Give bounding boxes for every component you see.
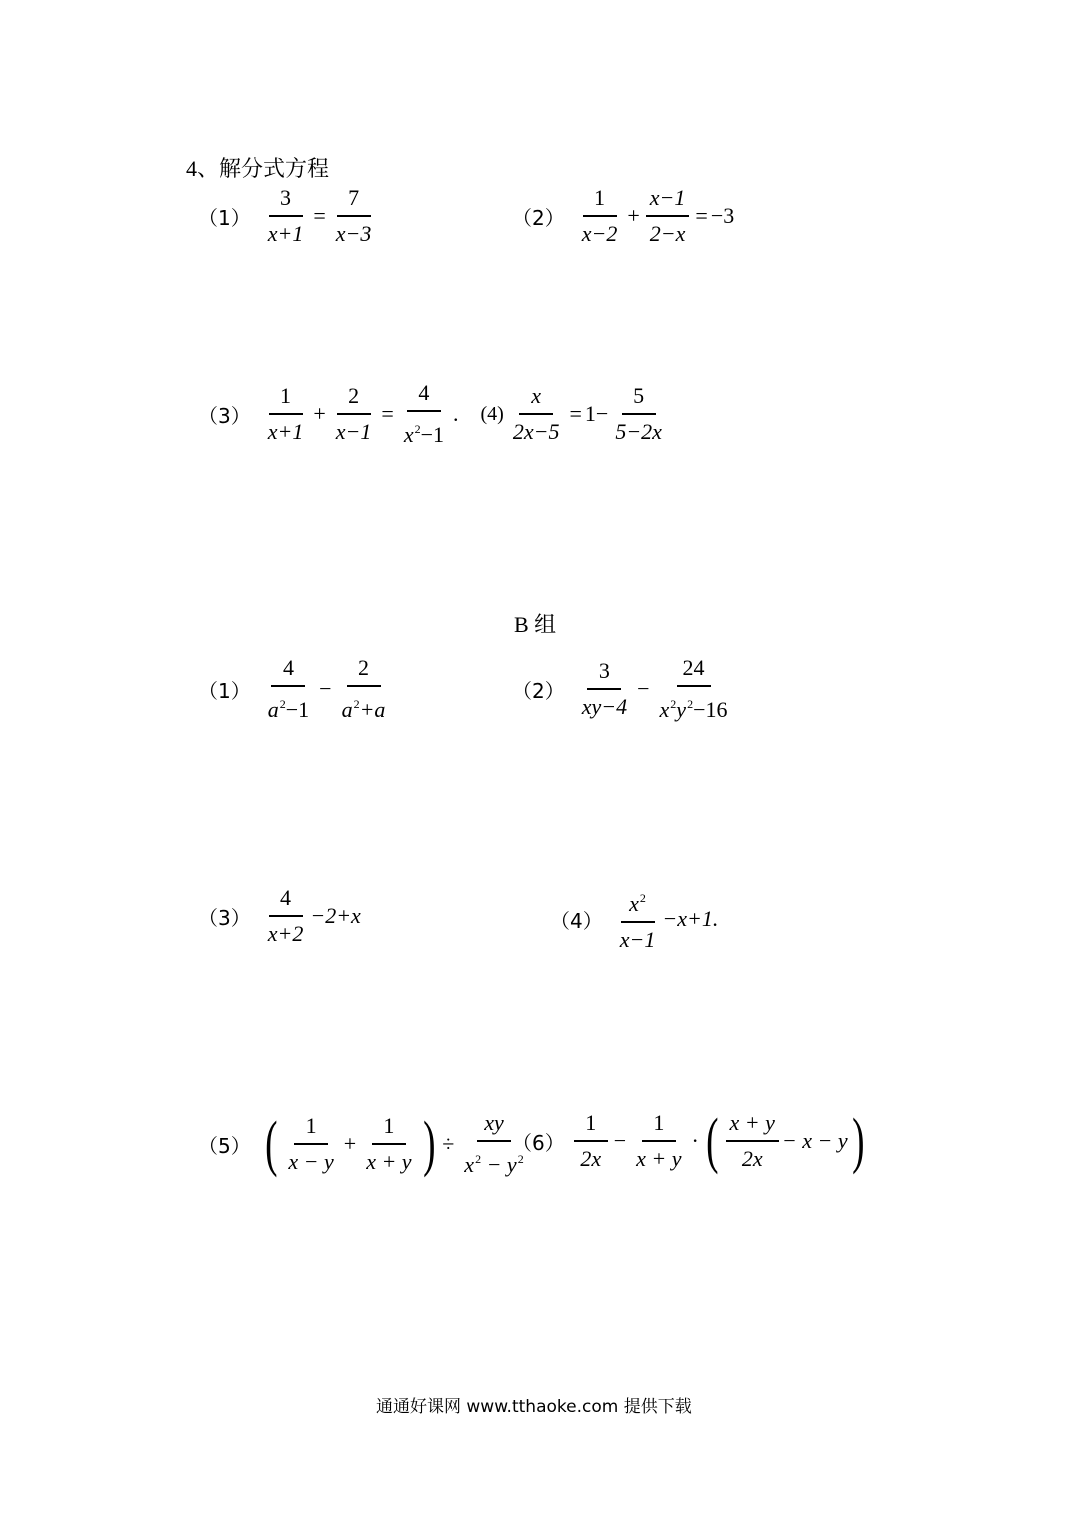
denominator — [284, 1145, 337, 1177]
problem-b1 — [198, 653, 392, 725]
numerator: 2 — [347, 653, 381, 687]
denominator-text: 2x — [741, 1146, 763, 1171]
denominator — [264, 217, 308, 249]
fraction — [509, 381, 564, 447]
problem-label: （4） — [550, 908, 603, 933]
fraction — [646, 183, 690, 249]
problem-b5 — [198, 1108, 531, 1180]
operator: + — [313, 401, 326, 426]
denominator-text: x+1 — [267, 221, 304, 246]
numerator-text: xy — [484, 1110, 504, 1135]
denominator-var: a — [341, 697, 353, 722]
problem-label: （2） — [512, 205, 565, 230]
fraction — [400, 378, 448, 450]
end-period: . — [453, 401, 459, 426]
denominator — [616, 923, 660, 955]
left-parenthesis: ( — [705, 1107, 719, 1175]
denominator-text: x−1 — [335, 419, 372, 444]
operator: = — [313, 203, 326, 228]
numerator: 1 — [642, 1108, 676, 1142]
fraction — [338, 653, 390, 725]
operator: · — [691, 1128, 699, 1153]
operator: − — [637, 676, 650, 701]
problem-label: （6） — [512, 1130, 565, 1155]
tail-text: −x+1. — [662, 906, 719, 931]
denominator-var: y — [676, 697, 687, 722]
fraction — [656, 653, 732, 725]
numerator-text: x — [531, 383, 542, 408]
denominator-text: xy−4 — [581, 694, 628, 719]
denominator-text: x−1 — [619, 927, 656, 952]
numerator-text: x−1 — [649, 185, 686, 210]
problem-label: （2） — [512, 678, 565, 703]
exponent: 2 — [687, 697, 694, 711]
right-parenthesis: ) — [851, 1107, 865, 1175]
fraction — [332, 183, 376, 249]
operator: − — [613, 1128, 627, 1153]
tail-term — [662, 906, 718, 932]
tail-term — [310, 903, 360, 929]
problem-label: （3） — [198, 905, 251, 930]
numerator: 1 — [583, 183, 617, 217]
denominator-text: x+1 — [267, 419, 304, 444]
denominator-text: 2x−5 — [512, 419, 560, 444]
numerator: 3 — [587, 656, 621, 690]
operator: + — [627, 203, 640, 228]
denominator-var: x — [403, 422, 414, 447]
right-parenthesis: ) — [422, 1110, 436, 1178]
left-parenthesis: ( — [264, 1110, 278, 1178]
denominator-text: 2−x — [649, 221, 686, 246]
problem-b6 — [512, 1108, 868, 1174]
exponent: 2 — [279, 697, 286, 711]
problem-b2 — [512, 653, 734, 725]
denominator-text: x−3 — [335, 221, 372, 246]
denominator — [576, 1142, 605, 1174]
problem-label: （1） — [198, 205, 251, 230]
numerator — [646, 183, 690, 217]
denominator-tail: −1 — [420, 422, 445, 447]
problem-label: (4) — [480, 402, 504, 425]
denominator — [332, 415, 376, 447]
denominator — [400, 412, 448, 450]
exponent: 2 — [475, 1152, 482, 1166]
numerator: 3 — [269, 183, 303, 217]
denominator-text: x+2 — [267, 921, 304, 946]
fraction — [264, 183, 308, 249]
denominator — [738, 1142, 767, 1174]
denominator-text: x − y — [288, 1149, 334, 1174]
fraction — [264, 381, 308, 447]
denominator-var: x — [464, 1152, 475, 1177]
numerator: 7 — [337, 183, 371, 217]
denominator-tail: −1 — [285, 697, 310, 722]
exponent: 2 — [414, 422, 421, 436]
numerator: 2 — [337, 381, 371, 415]
operator: = — [695, 203, 708, 228]
denominator — [611, 415, 666, 447]
numerator: 1 — [574, 1108, 608, 1142]
tail-text: −2+x — [310, 903, 361, 928]
problem-b4 — [550, 883, 718, 955]
numerator: 4 — [271, 653, 305, 687]
fraction — [632, 1108, 685, 1174]
problem-a1 — [198, 183, 378, 249]
numerator — [726, 1108, 779, 1142]
denominator-tail: +a — [359, 697, 386, 722]
denominator — [509, 415, 564, 447]
numerator — [519, 381, 553, 415]
denominator-text: 2x — [580, 1146, 602, 1171]
numerator: 1 — [372, 1111, 406, 1145]
denominator-text: x + y — [366, 1149, 412, 1174]
fraction — [611, 381, 666, 447]
numerator: 4 — [407, 378, 441, 412]
denominator — [338, 687, 390, 725]
denominator — [264, 917, 308, 949]
denominator — [264, 415, 308, 447]
problem-a2 — [512, 183, 734, 249]
footer-text: 通通好课网 www.tthaoke.com 提供下载 — [376, 1397, 692, 1417]
operator: = — [381, 401, 394, 426]
exponent: 2 — [639, 891, 646, 905]
fraction — [284, 1111, 337, 1177]
numerator: 1 — [294, 1111, 328, 1145]
denominator-var: x — [659, 697, 670, 722]
denominator-var: a — [267, 697, 279, 722]
numerator: 24 — [677, 653, 711, 687]
denominator — [656, 687, 732, 725]
exponent: 2 — [670, 697, 677, 711]
operator: = — [569, 401, 582, 426]
denominator — [362, 1145, 415, 1177]
denominator — [646, 217, 690, 249]
tail-term — [782, 1128, 848, 1154]
denominator-text: x−2 — [581, 221, 618, 246]
numerator-text: x + y — [729, 1110, 775, 1135]
fraction — [616, 883, 660, 955]
fraction — [362, 1111, 415, 1177]
section-title: 4、解分式方程 — [186, 156, 330, 181]
denominator-text: x + y — [636, 1146, 682, 1171]
exponent: 2 — [353, 697, 360, 711]
fraction — [578, 183, 622, 249]
section-title: B 组 — [514, 612, 557, 637]
denominator — [578, 217, 622, 249]
numerator: 1 — [269, 381, 303, 415]
fraction — [574, 1108, 608, 1174]
rhs-value: −3 — [710, 203, 735, 228]
fraction — [726, 1108, 779, 1174]
problem-label: （5） — [198, 1133, 251, 1158]
middle-term: 1− — [584, 401, 609, 426]
denominator-tail: −16 — [693, 697, 728, 722]
operator: ÷ — [442, 1131, 455, 1156]
fraction — [578, 656, 631, 722]
problem-label: （3） — [198, 403, 251, 428]
tail-text: − x − y — [781, 1128, 848, 1153]
numerator: 4 — [269, 883, 303, 917]
numerator-var: x — [629, 891, 639, 916]
denominator — [632, 1142, 685, 1174]
fraction — [264, 883, 308, 949]
denominator-text: 5−2x — [615, 419, 662, 444]
fraction — [264, 653, 313, 725]
numerator — [477, 1108, 511, 1142]
fraction — [332, 381, 376, 447]
denominator — [578, 690, 631, 722]
numerator — [621, 883, 655, 923]
exponent: 2 — [517, 1152, 524, 1166]
denominator — [264, 687, 313, 725]
operator: + — [343, 1131, 357, 1156]
denominator — [332, 217, 376, 249]
problem-a3 — [198, 378, 669, 450]
operator: − — [319, 676, 332, 701]
denominator-var: − y — [481, 1152, 517, 1177]
problem-b3 — [198, 883, 361, 949]
problem-label: （1） — [198, 678, 251, 703]
numerator: 5 — [622, 381, 656, 415]
